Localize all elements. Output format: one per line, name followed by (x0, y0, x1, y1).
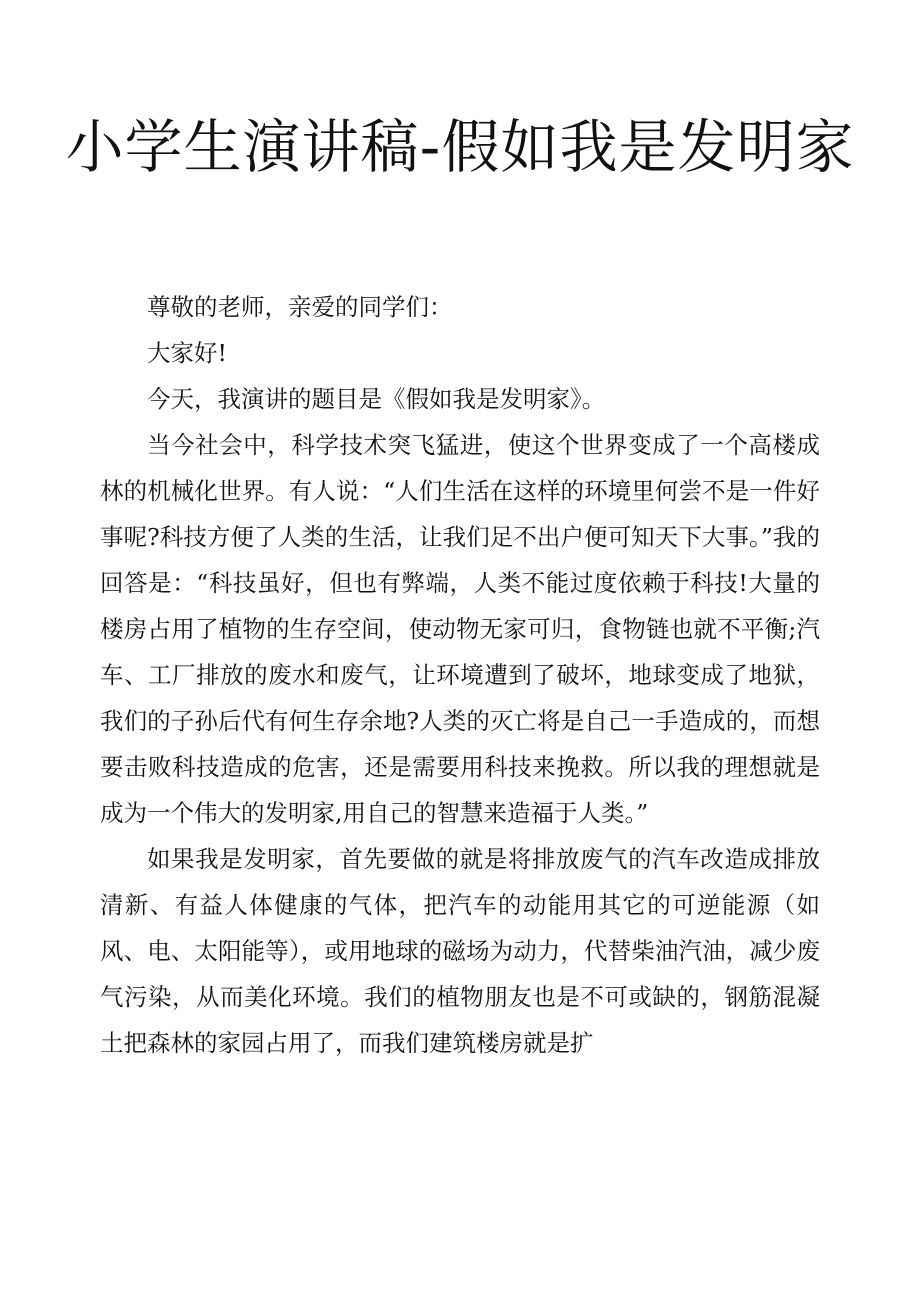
topic-paragraph: 今天，我演讲的题目是《假如我是发明家》。 (147, 385, 606, 413)
document-body (100, 284, 820, 1066)
body-paragraph: 当今社会中，科学技术突飞猛进，使这个世界变成了一个高楼成林的机械化世界。有人说：“人们生活在这样的环境里何尝不是一件好事呢?科技方便了人类的生活，让我们足不出户便可知天下大事。”我的回答是：“科技虽好，但也有弊端，人类不能过度依赖于科技!大量的楼房占用了植物的生存空间，使动物无家可归，食物链也就不平衡;汽车、工厂排放的废水和废气，让环境遭到了破坏，地球变成了地狱，我们的子孙后代有何生存余地?人类的灭亡将是自己一手造成的，而想要击败科技造成的危害，还是需要用科技来挽救。所以我的理想就是成为一个伟大的发明家,用自己的智慧来造福于人类。” (100, 431, 820, 827)
document-title: 小学生演讲稿-假如我是发明家 (65, 113, 855, 181)
greeting-paragraph: 尊敬的老师，亲爱的同学们： (147, 293, 453, 321)
hello-paragraph: 大家好! (147, 339, 227, 367)
body-paragraph: 如果我是发明家，首先要做的就是将排放废气的汽车改造成排放清新、有益人体健康的气体，把汽车的动能用其它的可逆能源（如风、电、太阳能等），或用地球的磁场为动力，代替柴油汽油，减少废气污染，从而美化环境。我们的植物朋友也是不可或缺的，钢筋混凝土把森林的家园占用了，而我们建筑楼房就是扩 (100, 845, 820, 1057)
